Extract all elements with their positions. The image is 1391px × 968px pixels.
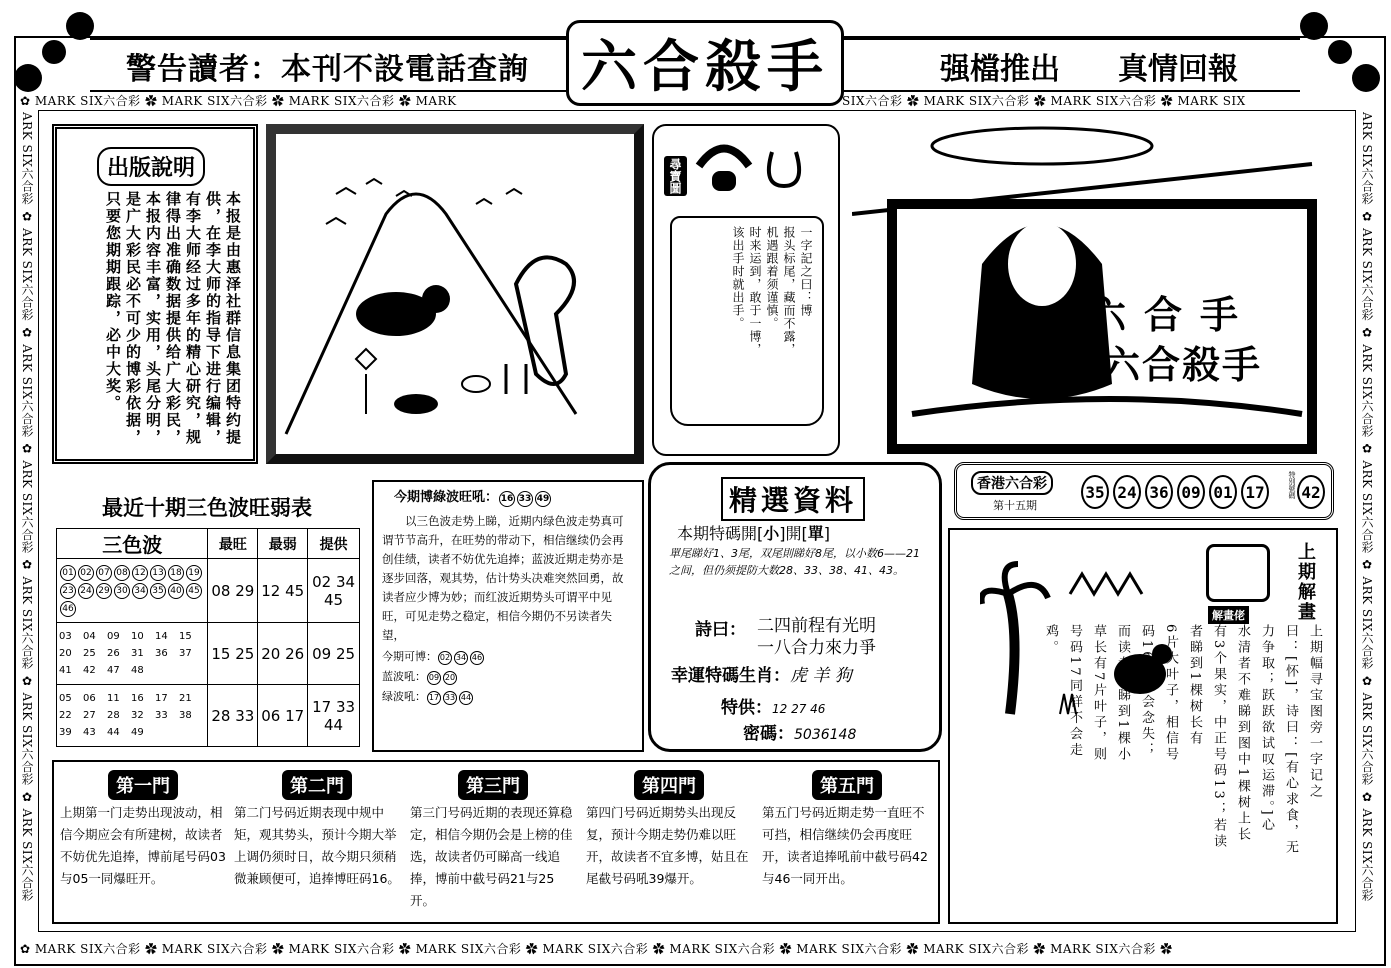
gate-5-title: 第五門 bbox=[812, 770, 882, 800]
gate-4-title: 第四門 bbox=[634, 770, 704, 800]
pick-label: 绿波吼： bbox=[382, 690, 426, 703]
gate-5-text: 第五门号码近期走势一直旺不可挡，相信继续仍会再度旺开，读者追捧吼前中截号码42与46一同开出。 bbox=[762, 805, 928, 886]
warning-text: 警告讀者：本刊不設電話查詢 bbox=[126, 52, 529, 87]
blue-wave-number: 14 bbox=[155, 631, 168, 642]
result-number: 24 bbox=[1113, 475, 1141, 509]
line1-post: ] bbox=[823, 524, 831, 543]
blue-wave-number: 41 bbox=[59, 665, 72, 676]
corner-ornament-top-left bbox=[4, 4, 104, 104]
line1-small: 小 bbox=[763, 524, 780, 543]
line1-mid: ]開[ bbox=[779, 524, 808, 543]
green-wave-number: 33 bbox=[155, 710, 168, 721]
green-wave-number: 38 bbox=[179, 710, 192, 721]
green-wave-number: 49 bbox=[131, 727, 144, 738]
photo-caption-2: 六合殺手 bbox=[1102, 342, 1263, 387]
scroll bbox=[670, 216, 824, 426]
red-wave-number: 01 bbox=[60, 565, 76, 581]
featured-panel bbox=[648, 462, 942, 752]
special-values: 12 27 46 bbox=[772, 702, 826, 716]
gate-1-text: 上期第一门走势出现波动，相信今期应会有所建树，故读者不妨优先追捧，博前尾号码03与05一同爆旺开。 bbox=[60, 805, 226, 886]
header-wave: 三色波 bbox=[57, 529, 208, 559]
wave-table-panel bbox=[48, 480, 366, 744]
gate-4-text: 第四门号码近期势头出现反复，预计今期走势仍难以旺开，故读者不宜多博，姑且在尾截号码吼39爆开。 bbox=[586, 805, 749, 886]
green-wave-title-row bbox=[374, 482, 642, 510]
code-row bbox=[743, 719, 856, 744]
photo-caption-1: 六合手 bbox=[1088, 292, 1257, 337]
gate-3-title: 第三門 bbox=[458, 770, 528, 800]
red-wave-number: 45 bbox=[186, 583, 202, 599]
green-wave-title: 今期博綠波旺吼： bbox=[394, 490, 499, 505]
gates-panel bbox=[52, 760, 940, 924]
blue-wave-number: 42 bbox=[83, 665, 96, 676]
green-wave-number: 44 bbox=[107, 727, 120, 738]
green-wave-title-balls bbox=[498, 490, 552, 505]
green-wave-number: 05 bbox=[59, 693, 72, 704]
green-wave-number: 06 bbox=[83, 693, 96, 704]
scroll-text: 一字記之曰：博 报头标尾，藏而不露， 机遇跟着须谨慎。 时来运到，敢于一博， 该出手时就出手。 bbox=[731, 226, 813, 356]
green-wave-title-ball: 16 bbox=[499, 491, 515, 507]
green-wave-number: 43 bbox=[83, 727, 96, 738]
green-provide: 17 33 44 bbox=[308, 685, 360, 747]
red-wave-number: 24 bbox=[78, 583, 94, 599]
publication-notes bbox=[52, 124, 258, 464]
green-number-list bbox=[59, 690, 205, 741]
blue-wave-number: 10 bbox=[131, 631, 144, 642]
red-provide: 02 34 45 bbox=[308, 559, 360, 623]
blue-wave-number: 04 bbox=[83, 631, 96, 642]
top-band-right: SIX六合彩 ✿ MARK SIX六合彩 ✿ MARK SIX六合彩 ✿ MARK SIX bbox=[842, 94, 1246, 108]
green-wave-number: 16 bbox=[131, 693, 144, 704]
pick-ball: 02 bbox=[438, 651, 452, 665]
pick-ball: 34 bbox=[454, 651, 468, 665]
green-wave-numbers bbox=[57, 685, 208, 747]
green-wave-title-ball: 49 bbox=[535, 491, 551, 507]
blue-wave-number: 25 bbox=[83, 648, 96, 659]
last-issue-heading: 上期解畫 bbox=[1295, 542, 1316, 622]
green-max: 28 33 bbox=[208, 685, 258, 747]
blue-wave-number: 15 bbox=[179, 631, 192, 642]
results-brand: 香港六合彩 bbox=[971, 471, 1053, 495]
line1-odd: 單 bbox=[807, 524, 824, 543]
red-wave-number: 08 bbox=[114, 565, 130, 581]
blue-wave-number: 31 bbox=[131, 648, 144, 659]
red-wave-number: 13 bbox=[150, 565, 166, 581]
green-wave-number: 11 bbox=[107, 693, 120, 704]
green-wave-number: 22 bbox=[59, 710, 72, 721]
right-band: ARK SIX六合彩 ✿ ARK SIX六合彩 ✿ ARK SIX六合彩 ✿ ARK SIX六合彩 ✿ ARK SIX六合彩 ✿ ARK SIX六合彩 ✿ ARK SIX六合彩 bbox=[1360, 112, 1374, 902]
green-wave-pick-line bbox=[382, 687, 634, 707]
blue-wave-number: 47 bbox=[107, 665, 120, 676]
poem-label: 詩曰： bbox=[695, 620, 746, 640]
green-wave-title-ball: 33 bbox=[517, 491, 533, 507]
green-wave-number: 39 bbox=[59, 727, 72, 738]
blue-wave-numbers bbox=[57, 623, 208, 685]
slogan-left: 强檔推出 bbox=[940, 52, 1060, 87]
red-wave-number: 29 bbox=[96, 583, 112, 599]
red-wave-numbers bbox=[57, 559, 208, 623]
results-special-label: 特別號碼 bbox=[1288, 471, 1296, 499]
pick-ball: 17 bbox=[427, 691, 441, 705]
publication-heading: 出版說明 bbox=[97, 147, 205, 186]
green-min: 06 17 bbox=[258, 685, 308, 747]
top-band-left: ✿ MARK SIX六合彩 ✿ MARK SIX六合彩 ✿ MARK SIX六合彩 ✿ MARK bbox=[20, 94, 457, 108]
gate-1-title: 第一門 bbox=[108, 770, 178, 800]
gate-4 bbox=[586, 770, 752, 890]
green-wave-body: 以三色波走势上睇，近期内绿色波走势真可谓节节高升，在旺势的带动下，相信继续仍会再创佳绩，读者不妨优先追捧；蓝波近期走势亦是逐步回落，观其势，估计势头决难突然回勇，故读者应少博为妙；而红波近期势头可谓平中见旺，可见走势之稳定，相信今期仍不另读者失望， bbox=[382, 514, 624, 642]
blue-wave-number: 03 bbox=[59, 631, 72, 642]
wave-row-blue bbox=[57, 623, 360, 685]
line1-pre: 本期特碼開[ bbox=[677, 524, 764, 543]
green-wave-panel bbox=[372, 480, 644, 752]
featured-line2: 單尾睇好1、3尾，双尾則睇好8尾，以小数6——21之间，但仍须提防大数28、33、38、41、43。 bbox=[669, 547, 920, 577]
gate-2-title: 第二門 bbox=[282, 770, 352, 800]
header-max: 最旺 bbox=[208, 529, 258, 559]
green-wave-number: 17 bbox=[155, 693, 168, 704]
red-wave-number: 40 bbox=[168, 583, 184, 599]
gate-2-text: 第二门号码近期表现中规中矩，观其势头，预计今期大举上调仍须时日，故今期只须稍微兼顾便可，追捧博旺码16。 bbox=[234, 805, 400, 886]
red-wave-number: 19 bbox=[186, 565, 202, 581]
treasure-panel bbox=[652, 124, 840, 456]
zodiac-row bbox=[671, 661, 852, 686]
results-panel bbox=[954, 462, 1334, 520]
picture-frame bbox=[266, 124, 644, 464]
green-wave-pick-line bbox=[382, 667, 634, 687]
header-min: 最弱 bbox=[258, 529, 308, 559]
gate-3-text: 第三门号码近期的表现还算稳定，相信今期仍会是上榜的佳选，故读者仍可睇高一线追捧，博前中截号码21与25开。 bbox=[410, 805, 573, 908]
pick-label: 蓝波吼： bbox=[382, 670, 426, 683]
red-wave-number: 23 bbox=[60, 583, 76, 599]
result-number: 17 bbox=[1241, 475, 1269, 509]
wave-table-header bbox=[57, 529, 360, 559]
treasure-badge: 尋寶圖 bbox=[664, 156, 687, 196]
pick-ball: 46 bbox=[470, 651, 484, 665]
wave-row-green bbox=[57, 685, 360, 747]
blue-wave-number: 20 bbox=[59, 648, 72, 659]
poem-line-2: 一八合力來力爭 bbox=[757, 638, 876, 658]
gate-1 bbox=[60, 770, 226, 890]
blue-number-list bbox=[59, 628, 205, 679]
gate-3 bbox=[410, 770, 576, 912]
blue-wave-number: 48 bbox=[131, 665, 144, 676]
pick-ball: 33 bbox=[443, 691, 457, 705]
green-wave-number: 27 bbox=[83, 710, 96, 721]
green-wave-number: 32 bbox=[131, 710, 144, 721]
last-issue-badge: 解畫佬 bbox=[1208, 606, 1249, 624]
blue-provide: 09 25 bbox=[308, 623, 360, 685]
last-issue-body: 上期幅寻宝图旁一字记之 曰：[怀]，诗曰：[有心求食，无 力争取；跃跃欲试叹运滞。]心 水清者不难睇到图中1棵树上长 有3个果实，中正号码13；若读 者睇到1棵树长有 6片大叶子，相信号 码16也不会念失； 而读者若睇到1棵小 草长有7片叶子，则 号码17同样不会走 鸡。 bbox=[1043, 624, 1322, 857]
red-wave-number: 35 bbox=[150, 583, 166, 599]
red-wave-number: 46 bbox=[60, 601, 76, 617]
wave-table-title: 最近十期三色波旺弱表 bbox=[102, 495, 312, 520]
green-wave-picks bbox=[374, 647, 642, 707]
results-issue: 第十五期 bbox=[993, 499, 1037, 512]
horseshoe-icon bbox=[764, 146, 804, 190]
blue-max: 15 25 bbox=[208, 623, 258, 685]
red-wave-number: 12 bbox=[132, 565, 148, 581]
pick-ball: 20 bbox=[443, 671, 457, 685]
green-wave-pick-line bbox=[382, 647, 634, 667]
featured-title: 精選資料 bbox=[721, 477, 865, 521]
blue-wave-number: 26 bbox=[107, 648, 120, 659]
corner-ornament-top-right bbox=[1290, 4, 1390, 104]
publication-body: 本报是由惠泽社群信息集团特约提供，在李大师的指导下进行编辑，有李大师经过多年的精心研究，规律得出准确数据提供给广大彩民，本报内容丰富，实用，头尾分明，是广大彩民必不可少的博彩依据，只要您期期跟踪，必中大奖。 bbox=[104, 191, 242, 446]
pick-label: 今期可博： bbox=[382, 650, 437, 663]
result-number: 01 bbox=[1209, 475, 1237, 509]
left-band: ARK SIX六合彩 ✿ ARK SIX六合彩 ✿ ARK SIX六合彩 ✿ ARK SIX六合彩 ✿ ARK SIX六合彩 ✿ ARK SIX六合彩 ✿ ARK SIX六合彩 bbox=[20, 112, 34, 902]
code-label: 密碼： bbox=[743, 724, 794, 744]
red-max: 08 29 bbox=[208, 559, 258, 623]
code-value: 5036148 bbox=[794, 727, 857, 743]
photo-panel bbox=[852, 124, 1332, 456]
featured-line1 bbox=[677, 521, 830, 544]
red-wave-number: 07 bbox=[96, 565, 112, 581]
green-wave-number: 28 bbox=[107, 710, 120, 721]
red-min: 12 45 bbox=[258, 559, 308, 623]
zodiac-values: 虎 羊 狗 bbox=[790, 666, 852, 686]
red-wave-number: 18 bbox=[168, 565, 184, 581]
red-ball-list bbox=[59, 564, 205, 618]
red-wave-number: 02 bbox=[78, 565, 94, 581]
result-number: 35 bbox=[1081, 475, 1109, 509]
results-numbers bbox=[1079, 475, 1271, 509]
slogan-right: 真情回報 bbox=[1118, 52, 1238, 87]
blue-wave-number: 37 bbox=[179, 648, 192, 659]
blue-wave-number: 09 bbox=[107, 631, 120, 642]
pick-ball: 09 bbox=[427, 671, 441, 685]
last-issue-blackbox bbox=[1206, 544, 1270, 602]
header-provide: 提供 bbox=[308, 529, 360, 559]
poem-line-1: 二四前程有光明 bbox=[757, 616, 876, 636]
special-row bbox=[721, 693, 825, 718]
masthead-title: 六合殺手 bbox=[566, 20, 844, 106]
wave-table bbox=[56, 528, 360, 747]
red-wave-number: 30 bbox=[114, 583, 130, 599]
result-number: 09 bbox=[1177, 475, 1205, 509]
blue-wave-number: 36 bbox=[155, 648, 168, 659]
bottom-band: ✿ MARK SIX六合彩 ✿ MARK SIX六合彩 ✿ MARK SIX六合彩 ✿ MARK SIX六合彩 ✿ MARK SIX六合彩 ✿ MARK SIX六合彩 ✿ MARK SIX六合彩 ✿ MARK SIX六合彩 ✿ MARK SIX六合彩 ✿ bbox=[20, 942, 1173, 956]
green-wave-number: 21 bbox=[179, 693, 192, 704]
gate-5 bbox=[762, 770, 932, 890]
pick-ball: 44 bbox=[459, 691, 473, 705]
poem-block bbox=[695, 615, 876, 658]
special-number: 42 bbox=[1297, 475, 1325, 509]
pot-icon bbox=[694, 136, 754, 196]
gate-2 bbox=[234, 770, 400, 890]
special-label: 特供： bbox=[721, 698, 772, 718]
red-wave-number: 34 bbox=[132, 583, 148, 599]
blue-min: 20 26 bbox=[258, 623, 308, 685]
wave-row-red bbox=[57, 559, 360, 623]
results-special bbox=[1297, 475, 1325, 509]
riddle-picture bbox=[276, 134, 634, 454]
result-number: 36 bbox=[1145, 475, 1173, 509]
zodiac-label: 幸運特碼生肖： bbox=[671, 666, 790, 686]
last-issue-panel bbox=[948, 528, 1338, 924]
